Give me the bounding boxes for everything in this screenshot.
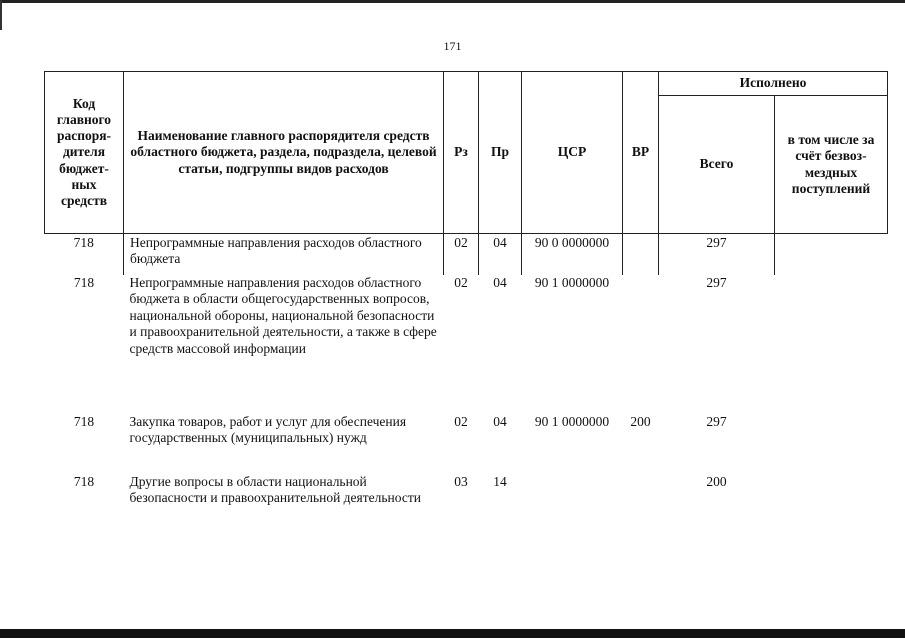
- header-incl-free: в том числе за счёт безвоз-мездных поступлений: [775, 96, 888, 234]
- row-name: Закупка товаров, работ и услуг для обеспечения государственных (муниципальных) нужд: [129, 414, 407, 446]
- row-total: 297: [706, 275, 727, 290]
- row-incl: [775, 414, 888, 474]
- row-code: 718: [45, 234, 124, 276]
- row-pr: 04: [493, 275, 507, 290]
- row-rz: 03: [454, 474, 468, 489]
- row-code: 718: [73, 275, 95, 290]
- row-vr: [623, 275, 659, 414]
- row-code: 718: [73, 474, 95, 489]
- table-row: [45, 414, 888, 474]
- row-total: 200: [706, 474, 727, 489]
- budget-table: [44, 71, 888, 544]
- row-rz: 02: [444, 234, 479, 276]
- row-csr: [522, 474, 623, 544]
- scan-edge-bottom: [0, 629, 905, 638]
- table-row: [45, 234, 888, 276]
- row-vr: 200: [630, 414, 651, 429]
- row-name: Непрограммные направления расходов областного бюджета в области общегосударственных вопросов, национальной обороны, национальной безопасности и правоохранительной деятельности, а также в сфере средств массовой информации: [129, 275, 437, 356]
- table-row: [45, 275, 888, 414]
- row-incl: [775, 275, 888, 414]
- row-incl: [775, 234, 888, 276]
- header-vr: ВР: [623, 72, 659, 234]
- row-name: Непрограммные направления расходов областного бюджета: [124, 234, 444, 276]
- row-vr: [623, 234, 659, 276]
- header-pr: Пр: [479, 72, 522, 234]
- row-incl: [775, 474, 888, 544]
- row-rz: 02: [454, 275, 468, 290]
- header-rz: Рз: [444, 72, 479, 234]
- row-rz: 02: [454, 414, 468, 429]
- row-csr: 90 1 0000000: [534, 414, 610, 429]
- page-number: 171: [443, 39, 462, 53]
- row-code: 718: [73, 414, 95, 429]
- row-pr: 04: [479, 234, 522, 276]
- header-csr: ЦСР: [522, 72, 623, 234]
- header-total: Всего: [659, 96, 775, 234]
- row-name: Другие вопросы в области национальной безопасности и правоохранительной деятельности: [129, 474, 421, 506]
- row-csr: 90 0 0000000: [522, 234, 623, 276]
- header-code: Код главного распоря-дителя бюджет-ных средств: [45, 72, 124, 234]
- row-csr: 90 1 0000000: [534, 275, 610, 290]
- table-row: [45, 474, 888, 544]
- row-pr: 04: [493, 414, 507, 429]
- row-pr: 14: [493, 474, 507, 489]
- header-name: Наименование главного распорядителя средств областного бюджета, раздела, подраздела, целевой статьи, подгруппы видов расходов: [124, 72, 444, 234]
- row-vr: [623, 474, 659, 544]
- header-executed: Исполнено: [659, 72, 888, 96]
- scan-edge-top: [0, 0, 905, 3]
- scan-edge-left: [0, 0, 2, 30]
- row-total: 297: [706, 414, 727, 429]
- row-total: 297: [659, 234, 775, 276]
